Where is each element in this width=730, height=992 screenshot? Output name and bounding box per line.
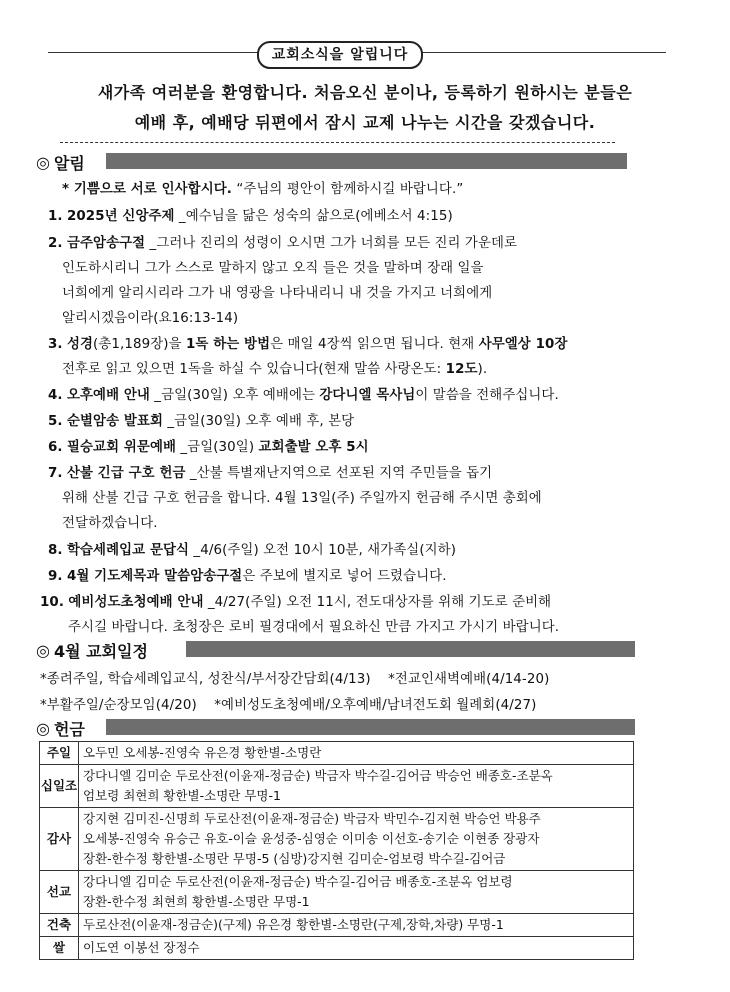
offering-category: 감사	[40, 808, 79, 871]
notice-item-7: 7. 산불 긴급 구호 헌금 _산불 특별재난지역으로 선포된 지역 주민들을 돕기	[48, 466, 493, 481]
double-circle-icon: ◎	[36, 641, 50, 660]
notice-item-10-line-2: 주시길 바랍니다. 초청장은 로비 필경대에서 필요하신 만큼 가지고 가시기 바랍니다.	[68, 620, 560, 635]
section-offering-bar	[106, 719, 635, 735]
welcome-line-2: 예배 후, 예배당 뒤편에서 잠시 교제 나누는 시간을 갖겠습니다.	[134, 113, 596, 132]
offering-category: 주일	[40, 742, 79, 765]
table-row	[40, 937, 634, 960]
notice-item-2: 2. 금주암송구절 _그러나 진리의 성령이 오시면 그가 너희를 모든 진리 가운데로	[48, 236, 518, 251]
offering-names: 강지현 김미진-신명희 두로산전(이윤재-정금순) 박금자 박민수-김지현 박승언 박용주 오세봉-진영숙 유승근 유호-이슬 윤성중-심영순 이미송 이선호-송기순 이현종 장광자 장환-한수정 황한별-소명란 무명-5 (심방)강지현 김미순-엄보령 박수길-김어금	[79, 808, 634, 871]
offering-table	[39, 741, 634, 960]
schedule-line-2: *부활주일/순장모임(4/20) *예비성도초청예배/오후예배/남녀전도회 월례회(4/27)	[40, 698, 537, 713]
section-schedule-bar	[186, 641, 635, 657]
offering-names: 강다니엘 김미순 두로산전(이윤재-정금순) 박수길-김어금 배종호-조분옥 엄보령 장환-한수정 최현희 황한별-소명란 무명-1	[79, 871, 634, 914]
double-circle-icon: ◎	[36, 153, 50, 172]
notice-item-3: 3. 성경(총1,189장)을 1독 하는 방법은 매일 4장씩 읽으면 됩니다. 현재 사무엘상 10장	[48, 337, 568, 352]
greeting-line: * 기쁨으로 서로 인사합시다. “주님의 평안이 함께하시길 바랍니다.”	[62, 182, 464, 197]
section-schedule-label: 4월 교회일정	[53, 642, 148, 661]
double-circle-icon: ◎	[36, 719, 50, 738]
dashed-divider	[60, 142, 615, 143]
notice-item-4: 4. 오후예배 안내 _금일(30일) 오후 예배에는 강다니엘 목사님이 말씀을 전해주십니다.	[48, 388, 559, 403]
notice-item-3-line-2: 전후로 읽고 있으면 1독을 하실 수 있습니다(현재 말씀 사랑온도: 12도).	[62, 362, 488, 377]
schedule-line-1: *종려주일, 학습세례입교식, 성찬식/부서장간담회(4/13) *전교인새벽예배(4/14-20)	[40, 672, 550, 687]
section-notice-bar	[106, 153, 627, 169]
table-row	[40, 914, 634, 937]
notice-item-7-line-3: 전달하겠습니다.	[62, 516, 158, 531]
offering-category: 건축	[40, 914, 79, 937]
notice-item-5: 5. 순별암송 발표회 _금일(30일) 오후 예배 후, 본당	[48, 414, 355, 429]
notice-item-2-line-3: 너희에게 알리시리라 그가 내 영광을 나타내리니 내 것을 가지고 너희에게	[62, 286, 493, 301]
offering-category: 십일조	[40, 765, 79, 808]
section-notice-label: 알림	[53, 154, 85, 173]
notice-item-2-line-4: 알리시겠음이라(요16:13-14)	[62, 311, 239, 326]
offering-category: 쌀	[40, 937, 79, 960]
notice-item-2-line-2: 인도하시리니 그가 스스로 말하지 않고 오직 들은 것을 말하며 장래 일을	[62, 261, 484, 276]
table-row	[40, 871, 634, 914]
table-row	[40, 765, 634, 808]
notice-item-6: 6. 필승교회 위문예배 _금일(30일) 교회출발 오후 5시	[48, 440, 369, 455]
offering-names: 강다니엘 김미순 두로산전(이윤재-정금순) 박금자 박수길-김어금 박승언 배종호-조분옥 엄보령 최현희 황한별-소명란 무명-1	[79, 765, 634, 808]
offering-names: 오두민 오세봉-진영숙 유은경 황한별-소명란	[79, 742, 634, 765]
table-row	[40, 742, 634, 765]
section-notice-heading	[36, 151, 85, 174]
notice-item-1: 1. 2025년 신앙주제 _예수님을 닮은 성숙의 삶으로(에베소서 4:15)	[48, 209, 453, 224]
notice-item-8: 8. 학습세례입교 문답식 _4/6(주일) 오전 10시 10분, 새가족실(지하)	[48, 543, 457, 558]
welcome-line-1: 새가족 여러분을 환영합니다. 처음오신 분이나, 등록하기 원하시는 분들은	[97, 83, 633, 102]
section-offering-heading	[36, 717, 85, 740]
section-offering-label: 헌금	[53, 720, 85, 739]
offering-names: 두로산전(이윤재-정금순)(구제) 유은경 황한별-소명란(구제,장학,차량) 무명-1	[79, 914, 634, 937]
offering-category: 선교	[40, 871, 79, 914]
notice-item-9: 9. 4월 기도제목과 말씀암송구절은 주보에 별지로 넣어 드렸습니다.	[48, 569, 447, 584]
notice-item-7-line-2: 위해 산불 긴급 구호 헌금을 합니다. 4월 13일(주) 주일까지 헌금해 주시면 총회에	[62, 491, 542, 506]
page-title: 교회소식을 알립니다	[257, 41, 423, 69]
section-schedule-heading	[36, 639, 148, 662]
offering-names: 이도연 이봉선 장정수	[79, 937, 634, 960]
table-row	[40, 808, 634, 871]
notice-item-10: 10. 예비성도초청예배 안내 _4/27(주일) 오전 11시, 전도대상자를 위해 기도로 준비해	[40, 595, 552, 610]
